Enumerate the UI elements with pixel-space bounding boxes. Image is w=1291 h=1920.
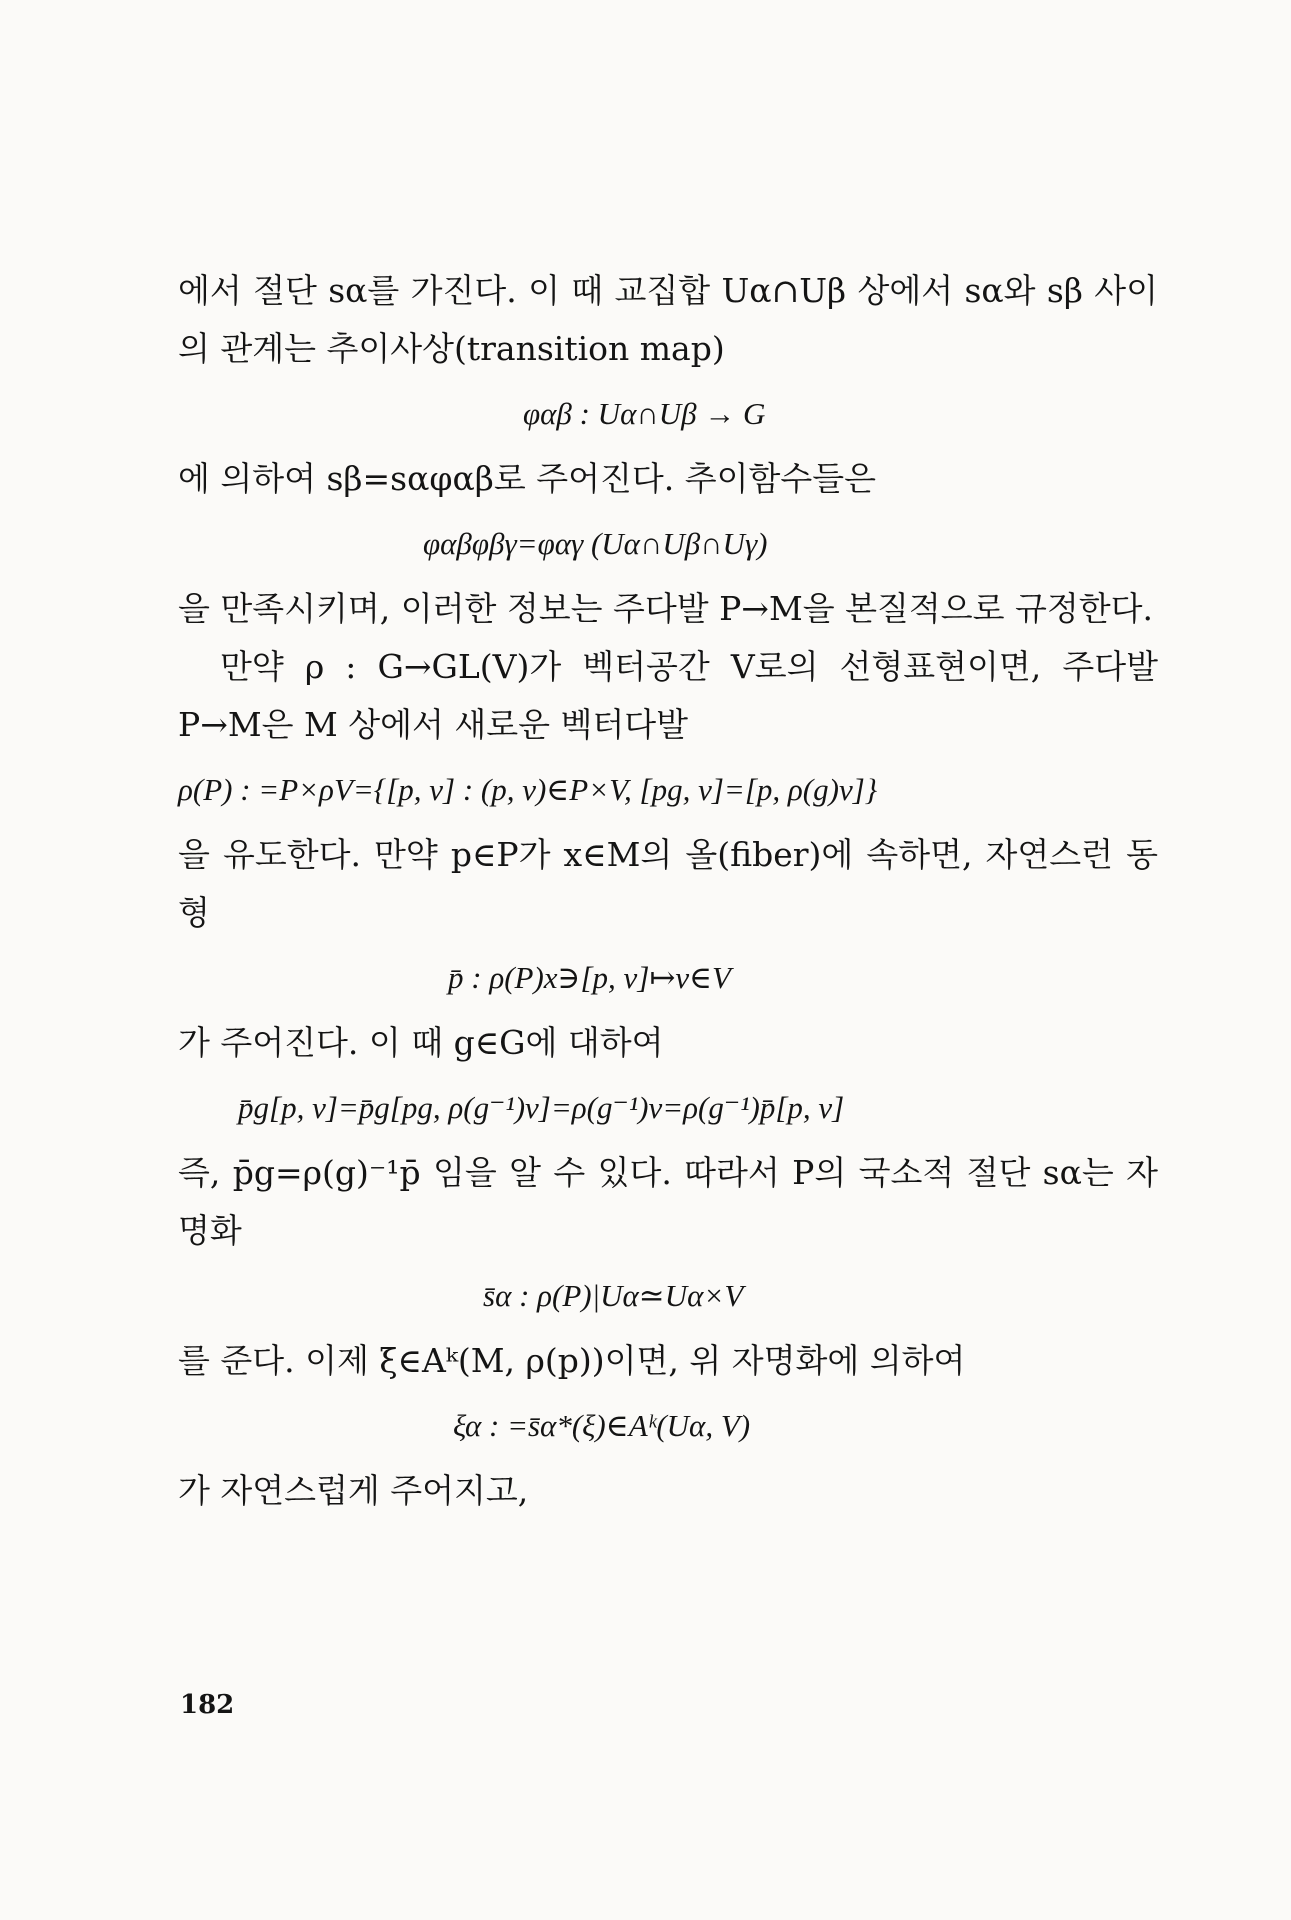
paragraph-fiber: 을 유도한다. 만약 p∈P가 x∈M의 올(fiber)에 속하면, 자연스런 동형: [178, 835, 1158, 932]
paragraph-linear-representation: 만약 ρ : G→GL(V)가 벡터공간 V로의 선형표현이면, 주다발 P→M은 M 상에서 새로운 벡터다발: [178, 647, 1158, 744]
paragraph-group-action: 가 주어진다. 이 때 g∈G에 대하여: [178, 1023, 664, 1062]
equation-equivariance: p̄g[p, v]=p̄g[pg, ρ(g⁻¹)v]=ρ(g⁻¹)v=ρ(g⁻¹)p̄[p, v]: [238, 1090, 845, 1125]
equation-associated-bundle: ρ(P) : =P×ρV={[p, v] : (p, v)∈P×V, [pg, v]=[p, ρ(g)v]}: [178, 772, 878, 807]
equation-transition-map: φαβ : Uα∩Uβ → G: [523, 396, 766, 431]
equation-cocycle: φαβφβγ=φαγ (Uα∩Uβ∩Uγ): [423, 526, 768, 561]
equation-natural-isomorphism: p̄ : ρ(P)x∋[p, v]↦v∈V: [448, 960, 731, 995]
paragraph-forms: 를 준다. 이제 ξ∈Aᵏ(M, ρ(p))이면, 위 자명화에 의하여: [178, 1341, 966, 1380]
paragraph-section-relation: 에 의하여 sβ=sαφαβ로 주어진다. 추이함수들은: [178, 459, 876, 498]
equation-local-form: ξα : =s̄α*(ξ)∈Aᵏ(Uα, V): [453, 1408, 751, 1443]
page-number: 182: [180, 1690, 235, 1720]
paragraph-section-transition: 에서 절단 sα를 가진다. 이 때 교집합 Uα∩Uβ 상에서 sα와 sβ 사이의 관계는 추이사상(transition map): [178, 271, 1158, 368]
equation-trivialization: s̄α : ρ(P)|Uα≃Uα×V: [483, 1278, 744, 1313]
paragraph-local-section: 즉, p̄g=ρ(g)⁻¹p̄ 임을 알 수 있다. 따라서 P의 국소적 절단 sα는 자명화: [178, 1153, 1158, 1250]
paragraph-conclusion: 가 자연스럽게 주어지고,: [178, 1471, 529, 1510]
paragraph-principal-bundle: 을 만족시키며, 이러한 정보는 주다발 P→M을 본질적으로 규정한다.: [178, 589, 1154, 628]
body-text: [178, 262, 1158, 1520]
